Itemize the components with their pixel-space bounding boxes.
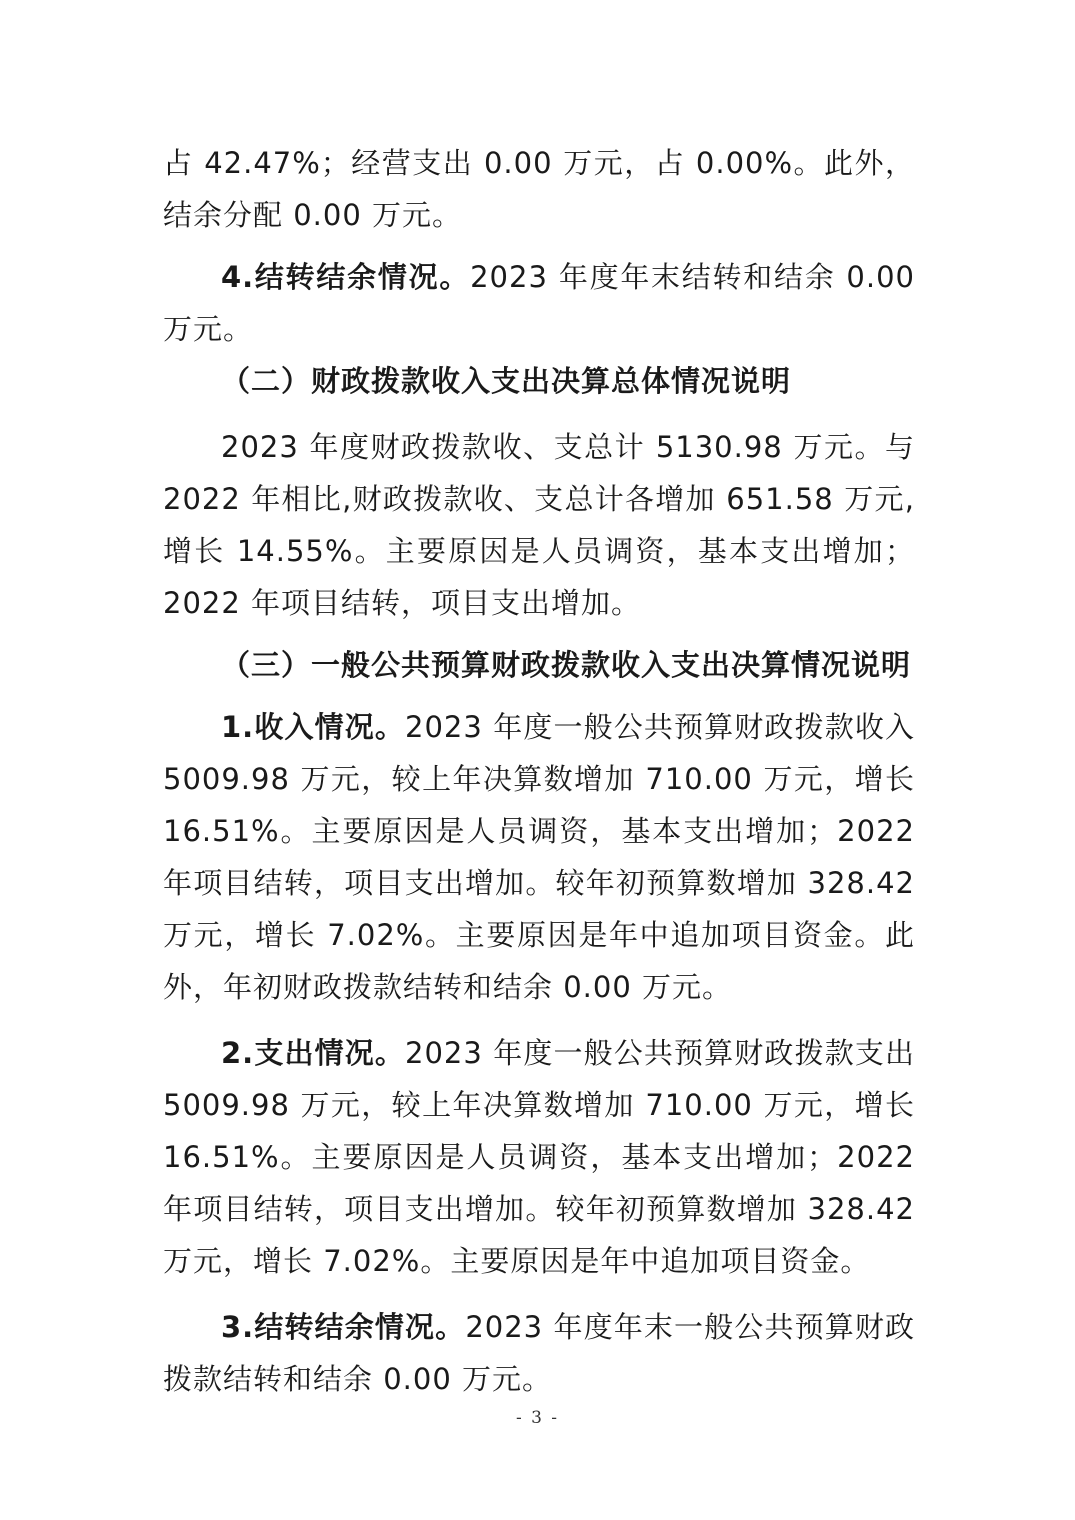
paragraph-expenditure bbox=[163, 1027, 915, 1287]
expenditure-body: 2023 年度一般公共预算财政拨款支出 5009.98 万元，较上年决算数增加 710.00 万元，增长 16.51%。主要原因是人员调资，基本支出增加；2022 年项目结转，项目支出增加。较年初预算数增加 328.42 万元，增长 7.02%。主要原因是年中追加项目资金。 bbox=[163, 1036, 915, 1278]
page-number: - 3 - bbox=[515, 1408, 560, 1428]
income-lead: 1.收入情况。 bbox=[221, 710, 406, 744]
paragraph-carryover bbox=[163, 251, 915, 355]
paragraph-fiscal-total: 2023 年度财政拨款收、支总计 5130.98 万元。与 2022 年相比,财政拨款收、支总计各增加 651.58 万元,增长 14.55%。主要原因是人员调资，基本支出增加；2022 年项目结转，项目支出增加。 bbox=[163, 430, 915, 620]
section-heading-3: （三）一般公共预算财政拨款收入支出决算情况说明 bbox=[221, 648, 912, 682]
carryover-body: 2023 年度年末结转和结余 0.00 万元。 bbox=[163, 260, 916, 346]
year-end-carryover-lead: 3.结转结余情况。 bbox=[221, 1310, 466, 1344]
document-body bbox=[163, 137, 915, 1405]
paragraph-expense-continuation: 占 42.47%；经营支出 0.00 万元，占 0.00%。此外，结余分配 0.00 万元。 bbox=[163, 146, 915, 232]
carryover-lead: 4.结转结余情况。 bbox=[221, 260, 471, 294]
income-body: 2023 年度一般公共预算财政拨款收入 5009.98 万元，较上年决算数增加 710.00 万元，增长 16.51%。主要原因是人员调资，基本支出增加；2022 年项目结转，项目支出增加。较年初预算数增加 328.42 万元，增长 7.02%。主要原因是年中追加项目资金。此外，年初财政拨款结转和结余 0.00 万元。 bbox=[163, 710, 915, 1004]
expenditure-lead: 2.支出情况。 bbox=[221, 1036, 406, 1070]
year-end-carryover-body: 2023 年度年末一般公共预算财政拨款结转和结余 0.00 万元。 bbox=[163, 1310, 915, 1396]
paragraph-year-end-carryover bbox=[163, 1301, 915, 1405]
paragraph-income bbox=[163, 701, 915, 1013]
section-heading-2: （二）财政拨款收入支出决算总体情况说明 bbox=[221, 364, 792, 398]
